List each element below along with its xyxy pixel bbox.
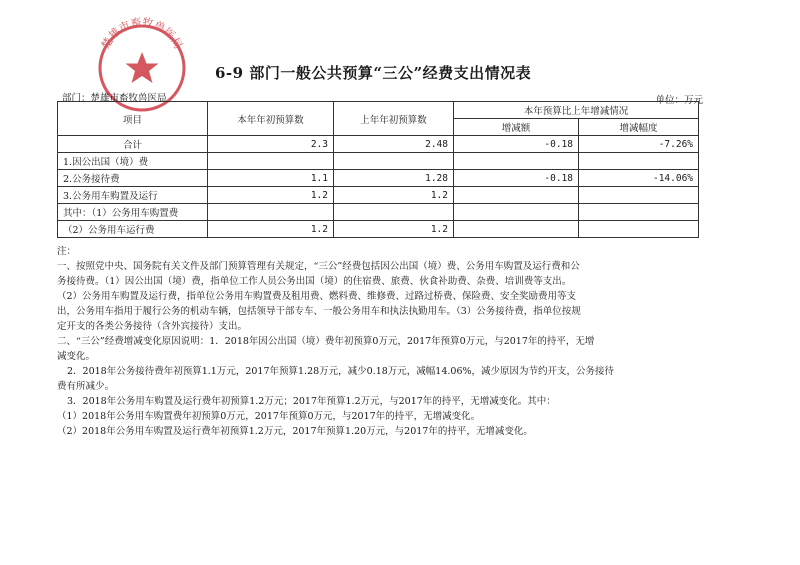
department-label: 部门：楚雄市畜牧兽医局 — [62, 93, 167, 104]
cell-item: 合计 — [58, 136, 208, 153]
cell-this-year: 1.2 — [208, 221, 334, 238]
cell-change-rate — [579, 153, 699, 170]
cell-this-year: 2.3 — [208, 136, 334, 153]
note-line: 减变化。 — [57, 351, 96, 362]
header-compare: 本年预算比上年增减情况 — [454, 102, 699, 119]
cell-item: （2）公务用车运行费 — [58, 221, 208, 238]
notes-section — [57, 244, 707, 439]
cell-this-year — [208, 204, 334, 221]
cell-last-year — [334, 204, 454, 221]
note-line: 二、“三公”经费增减变化原因说明：1．2018年因公出国（境）费年初预算0万元，2017年预算0万元，与2017年的持平，无增 — [57, 336, 595, 347]
table-row-total — [58, 136, 699, 153]
table-row — [58, 204, 699, 221]
cell-change-rate — [579, 187, 699, 204]
seal-star-icon — [126, 52, 159, 83]
note-line: 定开支的各类公务接待（含外宾接待）支出。 — [57, 321, 248, 332]
note-line: 3．2018年公务用车购置及运行费年初预算1.2万元；2017年预算1.2万元，与2017年的持平，无增减变化。其中： — [67, 396, 556, 407]
notes-label: 注： — [57, 246, 77, 257]
three-public-expenses-table — [57, 101, 699, 238]
header-change-rate: 增减幅度 — [579, 119, 699, 136]
note-line: 2．2018年公务接待费年初预算1.1万元，2017年预算1.28万元，减少0.18万元，减幅14.06%，减少原因为节约开支，公务接待 — [67, 366, 615, 377]
cell-this-year: 1.2 — [208, 187, 334, 204]
cell-this-year — [208, 153, 334, 170]
header-item: 项目 — [58, 102, 208, 136]
note-line: 出，公务用车指用于履行公务的机动车辆，包括领导干部专车、一般公务用车和执法执勤用车。（3）公务接待费，指单位按规 — [57, 306, 581, 317]
cell-change-amount: -0.18 — [454, 170, 579, 187]
cell-last-year: 2.48 — [334, 136, 454, 153]
cell-change-amount: -0.18 — [454, 136, 579, 153]
unit-label: 单位：万元 — [655, 95, 703, 106]
note-line: 一、按照党中央、国务院有关文件及部门预算管理有关规定，“三公”经费包括因公出国（境）费、公务用车购置及运行费和公 — [57, 261, 580, 272]
note-line: 费有所减少。 — [57, 381, 115, 392]
cell-last-year: 1.2 — [334, 187, 454, 204]
cell-change-rate: -14.06% — [579, 170, 699, 187]
cell-change-rate — [579, 221, 699, 238]
note-line: （2）2018年公务用车购置及运行费年初预算1.2万元，2017年预算1.20万元，与2017年的持平，无增减变化。 — [57, 426, 533, 437]
table-row — [58, 187, 699, 204]
table-row — [58, 170, 699, 187]
cell-this-year: 1.1 — [208, 170, 334, 187]
cell-last-year: 1.28 — [334, 170, 454, 187]
table-row — [58, 221, 699, 238]
cell-item: 其中：（1）公务用车购置费 — [58, 204, 208, 221]
page-title: 6-9 部门一般公共预算“三公”经费支出情况表 — [215, 64, 532, 82]
header-change-amount: 增减额 — [454, 119, 579, 136]
seal-text: 楚雄市畜牧兽医局 — [98, 16, 186, 52]
cell-change-amount — [454, 221, 579, 238]
cell-last-year — [334, 153, 454, 170]
cell-change-amount — [454, 187, 579, 204]
cell-change-rate — [579, 204, 699, 221]
header-this-year: 本年年初预算数 — [208, 102, 334, 136]
cell-item: 2.公务接待费 — [58, 170, 208, 187]
cell-item: 3.公务用车购置及运行 — [58, 187, 208, 204]
table-row — [58, 153, 699, 170]
cell-last-year: 1.2 — [334, 221, 454, 238]
cell-change-amount — [454, 153, 579, 170]
table-header-row — [58, 102, 699, 119]
header-last-year: 上年年初预算数 — [334, 102, 454, 136]
note-line: （2）公务用车购置及运行费，指单位公务用车购置费及租用费、燃料费、维修费、过路过桥费、保险费、安全奖励费用等支 — [57, 291, 577, 302]
note-line: 务接待费。（1）因公出国（境）费，指单位工作人员公务出国（境）的住宿费、旅费、伙食补助费、杂费、培训费等支出。 — [57, 276, 572, 287]
note-line: （1）2018年公务用车购置费年初预算0万元，2017年预算0万元，与2017年的持平，无增减变化。 — [57, 411, 481, 422]
cell-change-rate: -7.26% — [579, 136, 699, 153]
cell-item: 1.因公出国（境）费 — [58, 153, 208, 170]
cell-change-amount — [454, 204, 579, 221]
